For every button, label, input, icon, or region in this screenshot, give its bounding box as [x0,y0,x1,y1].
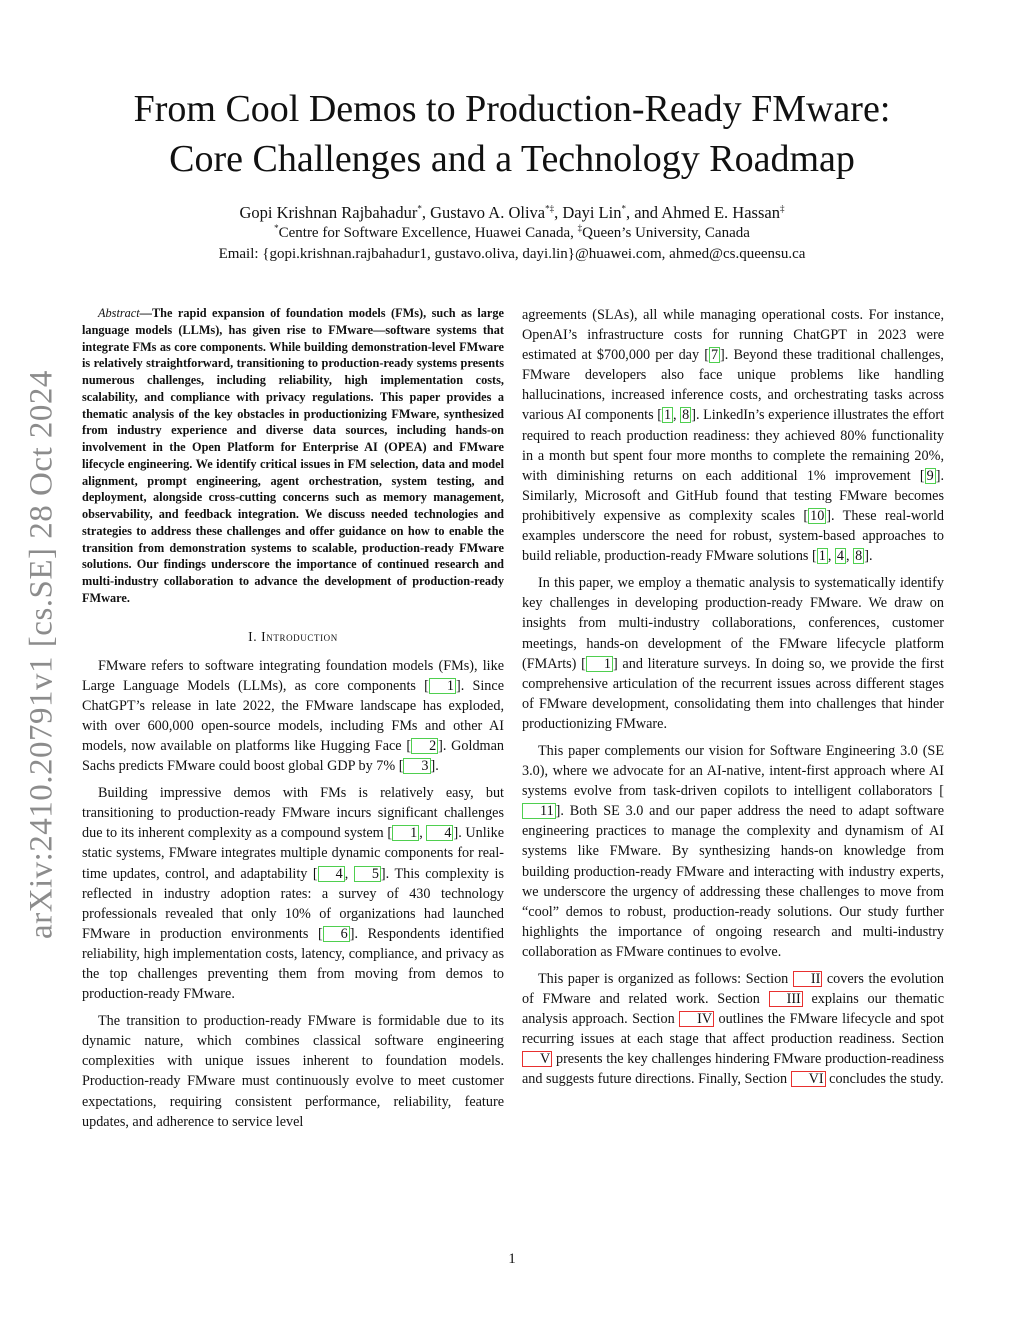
author-mark: *‡ [545,203,555,214]
section-number: I. [248,628,258,644]
intro-paragraph: Building impressive demos with FMs is relatively easy, but transitioning to production-ready FMware incurs significant challenges due to its inherent complexity as a compound system [ 1 , 4 ]. Unlike static systems, FMware integrates multiple dynamic components for real-time updates, control, and adaptability [ 4 , 5 ]. This complexity is reflected in industry adoption rates: a survey of 430 technology professionals revealed that only 10% of organizations had launched FMware in production environments [ 6 ]. Respondents identified reliability, high implementation costs, latency, compliance, and privacy as the top challenges preventing them from moving from demos to production-ready FMware. [82,785,505,1003]
paragraph-text: FMware refers to software integrating foundation models (FMs), like Large Language Models (LLMs), as core components [82,657,504,694]
abstract-dash: — [139,306,152,320]
paragraph-text: Building impressive demos with FMs is relatively easy, but transitioning to production-ready FMware incurs significant challenges due to its inherent complexity as a compound system [82,785,504,842]
intro-paragraph: agreements (SLAs), all while managing operational costs. For instance, OpenAI’s infrastructure costs for running ChatGPT in 2023 were estimated at $700,000 per day [ 7 ]. Beyond these traditional challenges, FMware developers also face unique problems like handling hallucinations, increased inference costs, and orchestrating tasks across various AI components [ 1 , 8 ]. LinkedIn’s experience illustrates the effort required to reach production readiness: they achieved 80% functionality in a month but spent four more months to complete the remaining 20%, with diminishing returns on each additional 1% improvement [ 9 ]. Similarly, Microsoft and GitHub found that testing FMware becomes prohibitively expensive as complexity scales [ 10 ]. These real-world examples underscore the need for robust, system-based approaches to build reliable, production-ready FMware solutions [ 1 , 4 , 8 ]. [522,307,945,565]
citation-link[interactable]: 1 [586,656,613,672]
right-column [522,305,944,1097]
paragraph-text: . [435,758,439,775]
title-line-1: From Cool Demos to Production-Ready FMware: [133,88,891,130]
citation-link[interactable]: 5 [354,866,381,882]
paragraph-text: . Similarly, Microsoft and GitHub found that testing FMware becomes prohibitively expensive as complexity scales [522,467,944,524]
affiliation-mark: * [274,223,279,233]
paragraph-text: and literature surveys. In doing so, we provide the first comprehensive articulation of the recurrent issues across different stages of FMware development, consolidating them into challenges that hinder productionizing FMware. [522,655,944,732]
paragraph-text: The transition to production-ready FMware is formidable due to its dynamic nature, which combines classical software engineering complexities with unique issues inherent to foundation models. Production-ready FMware must continuously evolve to meet customer expectations, requiring consistent performance, reliability, feature updates, and adherence to service level [82,1013,504,1130]
section-heading [82,627,504,647]
section-ref-link[interactable]: II [793,971,822,987]
paragraph-text: concludes the study. [825,1071,944,1088]
author-block [60,202,964,265]
citation-link[interactable]: 3 [403,758,430,774]
paragraph-text: . Goldman Sachs predicts FMware could boost global GDP by 7% [82,737,504,775]
paragraph-text: This paper is organized as follows: Section [538,971,793,987]
section-title-first-letter: I [261,628,267,644]
paragraph-text: In this paper, we employ a thematic analysis to systematically identify key challenges in developing production-ready FMware. We draw on insights from multi-industry collaborations, conferences, customer meetings, hands-on development of the FMware lifecycle platform (FMArts) [522,575,944,672]
citation-link[interactable]: 1 [663,407,672,424]
intro-paragraph [522,969,944,1090]
author-mark: * [621,203,626,214]
affiliations [60,223,964,244]
paragraph-text: covers the evolution of FMware and related work. Section [522,971,945,1008]
author-name: , Dayi Lin [554,203,622,222]
paragraph-text: explains our thematic analysis approach. Section [522,991,944,1028]
paragraph-text: . Beyond these traditional challenges, FMware developers also face unique problems like handling hallucinations, increased inference costs, and orchestrating tasks across various AI components [522,347,944,424]
paper-title [60,84,964,184]
paragraph-text: . Both SE 3.0 and our paper address the need to adapt software engineering practices to manage the complexity and dynamism of AI systems like FMware. By synthesizing hands-on knowledge from building production-ready FMware and interacting with industry experts, we underscore the urgency of addressing these challenges to move from “cool” demos to robust, production-ready solutions. Our study further highlights the importance of ongoing research and multi-industry collaboration as FMware continues to evolve. [522,803,944,960]
paragraph-text: . These real-world examples underscore the need for robust, system-based approaches to build reliable, production-ready FMware solutions [522,507,944,565]
author-mark: ‡ [779,203,785,214]
author-name: , Gustavo A. Oliva [421,203,546,222]
citation-link[interactable]: 4 [426,825,453,841]
citation-link[interactable]: 2 [411,738,438,754]
author-name: Gopi Krishnan Rajbahadur [239,203,418,222]
citation-link[interactable]: 11 [522,803,556,819]
citation-link[interactable]: 9 [926,467,934,484]
intro-paragraph: In this paper, we employ a thematic analysis to systematically identify key challenges in developing production-ready FMware. We draw on insights from multi-industry collaborations, conferences, customer meetings, hands-on development of the FMware lifecycle platform (FMArts) [ 1 ] and literature surveys. In doing so, we provide the first comprehensive articulation of the recurrent issues across different stages of FMware development, consolidating them into challenges that hinder productionizing FMware. [522,575,944,732]
paragraph-text: . Since ChatGPT’s release in late 2022, the FMware landscape has exploded, with over 600,000 open-source models, including FMs and other AI models, now available on platforms like Hugging Face [82,677,504,754]
author-mark: * [417,203,422,214]
section-ref-link[interactable]: III [769,991,803,1007]
intro-paragraph: This paper complements our vision for Software Engineering 3.0 (SE 3.0), where we advocate for an AI-native, intent-first approach where AI systems evolve from task-driven copilots to intelligent collaborators [11 ]. Both SE 3.0 and our paper address the need to adapt software engineering practices to manage the complexity and dynamism of AI systems like FMware. By synthesizing hands-on knowledge from building production-ready FMware and interacting with industry experts, we underscore the urgency of addressing these challenges to move from “cool” demos to robust, production-ready solutions. Our study further highlights the importance of ongoing research and multi-industry collaboration as FMware continues to evolve. [522,742,944,960]
abstract-label: Abstract [98,306,140,320]
citation-link[interactable]: 7 [710,347,719,364]
paragraph-text: . This complexity is reflected in industry adoption rates: a survey of 430 technology professionals revealed that only 10% of organizations had launched FMware in production environments [82,865,505,942]
affiliation-text: Centre for Software Excellence, Huawei Canada, [278,225,578,241]
intro-paragraph [82,1011,504,1132]
citation-link[interactable]: 6 [323,926,350,942]
citation-link[interactable]: 4 [836,548,845,565]
paragraph-text: . LinkedIn’s experience illustrates the effort required to reach production readiness: they achieved 80% functionality in a month but spent four more months to complete the remaining 20%, with diminishing returns on each additional 1% improvement [522,407,945,484]
author-emails: Email: {gopi.krishnan.rajbahadur1, gustavo.oliva, dayi.lin}@huawei.com, ahmed@cs.queensu.ca [218,246,806,262]
section-ref-link[interactable]: IV [679,1011,714,1027]
affiliation-text: Queen’s University, Canada [582,225,750,241]
abstract-text: The rapid expansion of foundation models (FMs), such as large language models (LLMs), has given rise to FMware—software systems that integrate FMs as core components. While building demonstration-level FMware is relatively straightforward, transitioning to production-ready systems presents numerous challenges, including reliability, high implementation costs, scalability, and compliance with privacy regulations. This paper provides a thematic analysis of the key obstacles in productionizing FMware, synthesized from industry experience and diverse data sources, including hands-on involvement in the Open Platform for Enterprise AI (OPEA) and FMware lifecycle engineering. We identify critical issues in FM selection, data and model alignment, prompt engineering, agent orchestration, system testing, and deployment, alongside cross-cutting concerns such as memory management, observability, and feedback integration. We discuss needed technologies and strategies to address these challenges and offer guidance on how to enable the transition from demonstration systems to scalable, production-ready FMware solutions. Our findings underscore the importance of continued research and multi-industry collaboration to advance the development of production-ready FMware. [82,306,504,605]
citation-link[interactable]: 1 [429,678,456,694]
citation-link[interactable]: 8 [682,407,690,424]
paragraph-text: presents the key challenges hindering FMware production-readiness and suggests future directions. Finally, Section [522,1051,944,1088]
abstract [82,305,504,607]
intro-paragraph: FMware refers to software integrating foundation models (FMs), like Large Language Models (LLMs), as core components [ 1 ]. Since ChatGPT’s release in late 2022, the FMware landscape has exploded, with over 600,000 open-source models, including FMs and other AI models, now available on platforms like Hugging Face [ 2 ]. Goldman Sachs predicts FMware could boost global GDP by 7% [ 3 ]. [82,657,504,775]
section-title-rest: ntroduction [266,628,338,644]
author-name: , and Ahmed E. Hassan [625,203,780,222]
paragraph-text: . Respondents identified reliability, high implementation costs, latency, compliance, and privacy as the top challenges preventing them from moving from demos to production-ready FMware. [82,925,504,1003]
left-column [82,305,504,1139]
section-title [261,629,338,644]
citation-link[interactable]: 8 [855,548,863,565]
affiliation-mark: ‡ [577,223,583,233]
author-list [60,202,964,223]
section-ref-link[interactable]: VI [791,1071,826,1087]
citation-link[interactable]: 1 [818,548,826,565]
paragraph-text: . Unlike static systems, FMware integrates multiple dynamic components for real-time updates, control, and adaptability [82,825,504,882]
paragraph-text: outlines the FMware lifecycle and spot recurring issues at each stage that affect production readiness. Section [522,1011,944,1048]
section-ref-link[interactable]: V [522,1051,552,1067]
citation-link[interactable]: 10 [810,507,825,524]
paragraph-text: . [868,548,873,565]
citation-link[interactable]: 4 [318,866,345,882]
arxiv-identifier-stamp: arXiv:2410.20791v1 [cs.SE] 28 Oct 2024 [23,370,60,940]
title-line-2: Core Challenges and a Technology Roadmap [169,138,855,180]
page-number: 1 [508,1251,516,1267]
citation-link[interactable]: 1 [392,825,419,841]
paragraph-text: agreements (SLAs), all while managing operational costs. For instance, OpenAI’s infrastructure costs for running ChatGPT in 2023 were estimated at $700,000 per day [522,307,944,364]
paragraph-text: This paper complements our vision for Software Engineering 3.0 (SE 3.0), where we advocate for an AI-native, intent-first approach where AI systems evolve from task-driven copilots to intelligent collaborators [522,742,944,800]
